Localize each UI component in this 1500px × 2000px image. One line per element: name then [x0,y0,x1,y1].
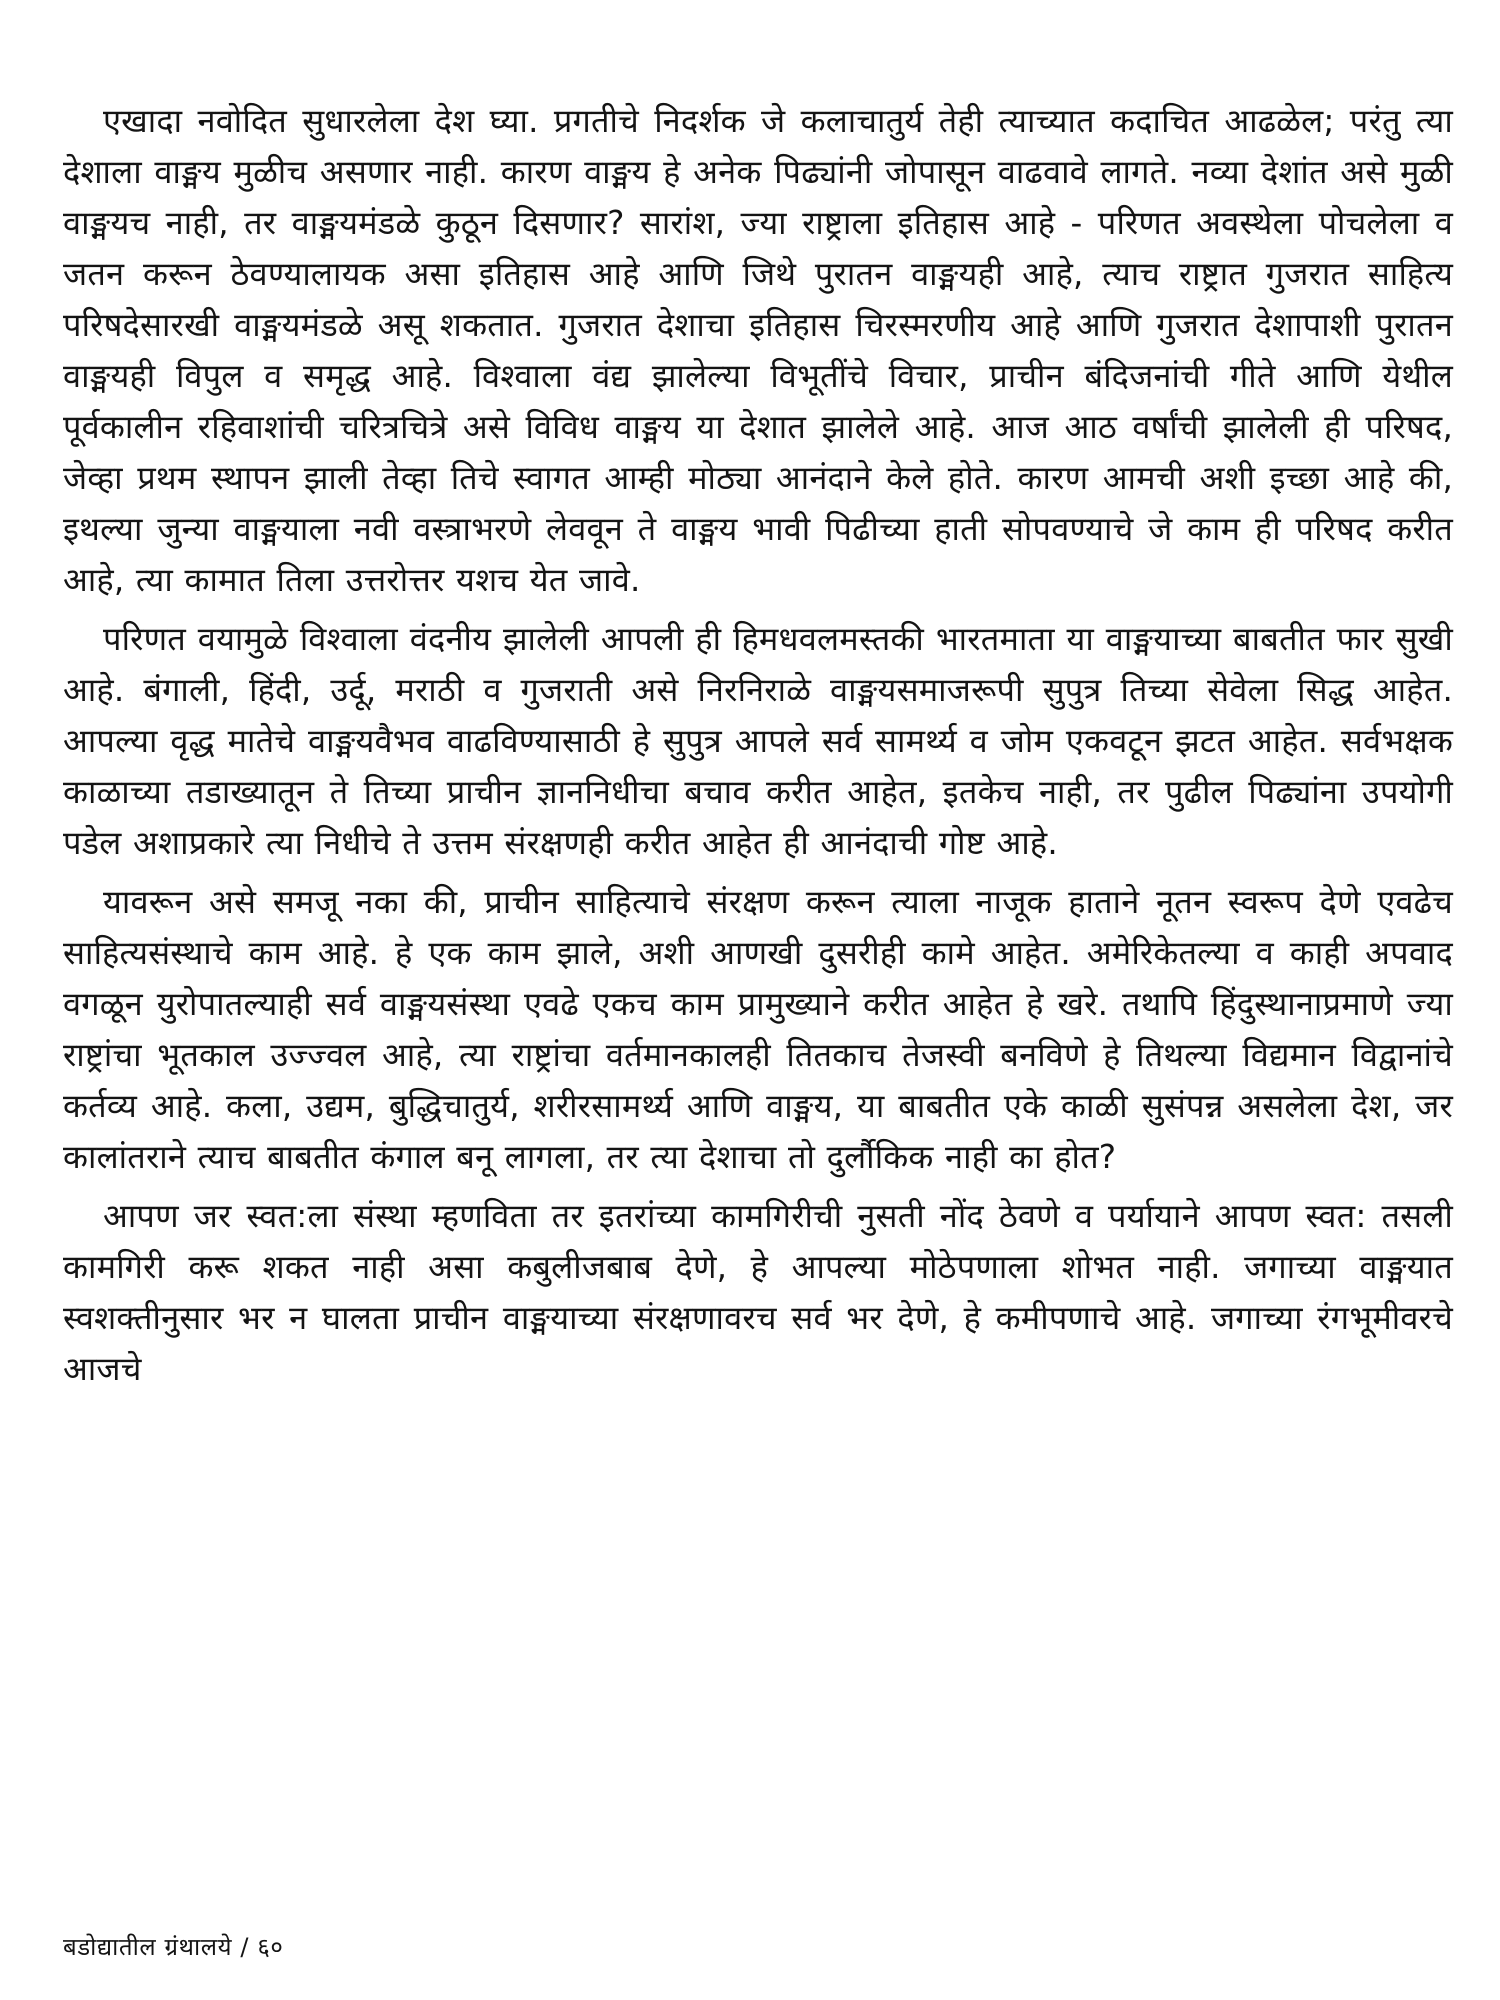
paragraph-1: एखादा नवोदित सुधारलेला देश घ्या. प्रगतीचे निदर्शक जे कलाचातुर्य तेही त्याच्यात कदाचित आढळेल; परंतु त्या देशाला वाङ्मय मुळीच असणार नाही. कारण वाङ्मय हे अनेक पिढ्यांनी जोपासून वाढवावे लागते. नव्या देशांत असे मुळी वाङ्मयच नाही, तर वाङ्मयमंडळे कुठून दिसणार? सारांश, ज्या राष्ट्राला इतिहास आहे - परिणत अवस्थेला पोचलेला व जतन करून ठेवण्यालायक असा इतिहास आहे आणि जिथे पुरातन वाङ्मयही आहे, त्याच राष्ट्रात गुजरात साहित्य परिषदेसारखी वाङ्मयमंडळे असू शकतात. गुजरात देशाचा इतिहास चिरस्मरणीय आहे आणि गुजरात देशापाशी पुरातन वाङ्मयही विपुल व समृद्ध आहे. विश्वाला वंद्य झालेल्या विभूतींचे विचार, प्राचीन बंदिजनांची गीते आणि येथील पूर्वकालीन रहिवाशांची चरित्रचित्रे असे विविध वाङ्मय या देशात झालेले आहे. आज आठ वर्षांची झालेली ही परिषद, जेव्हा प्रथम स्थापन झाली तेव्हा तिचे स्वागत आम्ही मोठ्या आनंदाने केले होते. कारण आमची अशी इच्छा आहे की, इथल्या जुन्या वाङ्मयाला नवी वस्त्राभरणे लेववून ते वाङ्मय भावी पिढीच्या हाती सोपवण्याचे जे काम ही परिषद करीत आहे, त्या कामात तिला उत्तरोत्तर यशच येत जावे. [63,102,1453,599]
paragraph-3: यावरून असे समजू नका की, प्राचीन साहित्याचे संरक्षण करून त्याला नाजूक हाताने नूतन स्वरूप देणे एवढेच साहित्यसंस्थाचे काम आहे. हे एक काम झाले, अशी आणखी दुसरीही कामे आहेत. अमेरिकेतल्या व काही अपवाद वगळून युरोपातल्याही सर्व वाङ्मयसंस्था एवढे एकच काम प्रामुख्याने करीत आहेत हे खरे. तथापि हिंदुस्थानाप्रमाणे ज्या राष्ट्रांचा भूतकाल उज्ज्वल आहे, त्या राष्ट्रांचा वर्तमानकालही तितकाच तेजस्वी बनविणे हे तिथल्या विद्यमान विद्वानांचे कर्तव्य आहे. कला, उद्यम, बुद्धिचातुर्य, शरीरसामर्थ्य आणि वाङ्मय, या बाबतीत एके काळी सुसंपन्न असलेला देश, जर कालांतराने त्याच बाबतीत कंगाल बनू लागला, तर त्या देशाचा तो दुर्लौकिक नाही का होत? [63,883,1453,1176]
paragraph-4: आपण जर स्वत:ला संस्था म्हणविता तर इतरांच्या कामगिरीची नुसती नोंद ठेवणे व पर्यायाने आपण स्वत: तसली कामगिरी करू शकत नाही असा कबुलीजबाब देणे, हे आपल्या मोठेपणाला शोभत नाही. जगाच्या वाङ्मयात स्वशक्तीनुसार भर न घालता प्राचीन वाङ्मयाच्या संरक्षणावरच सर्व भर देणे, हे कमीपणाचे आहे. जगाच्या रंगभूमीवरचे आजचे [63,1197,1453,1388]
body-text [63,96,1453,1403]
page-footer: बडोद्यातील ग्रंथालये / ६० [63,1933,284,1961]
paragraph-2: परिणत वयामुळे विश्वाला वंदनीय झालेली आपली ही हिमधवलमस्तकी भारतमाता या वाङ्मयाच्या बाबतीत फार सुखी आहे. बंगाली, हिंदी, उर्दू, मराठी व गुजराती असे निरनिराळे वाङ्मयसमाजरूपी सुपुत्र तिच्या सेवेला सिद्ध आहेत. आपल्या वृद्ध मातेचे वाङ्मयवैभव वाढविण्यासाठी हे सुपुत्र आपले सर्व सामर्थ्य व जोम एकवटून झटत आहेत. सर्वभक्षक काळाच्या तडाख्यातून ते तिच्या प्राचीन ज्ञाननिधीचा बचाव करीत आहेत, इतकेच नाही, तर पुढील पिढ्यांना उपयोगी पडेल अशाप्रकारे त्या निधीचे ते उत्तम संरक्षणही करीत आहेत ही आनंदाची गोष्ट आहे. [63,620,1453,862]
